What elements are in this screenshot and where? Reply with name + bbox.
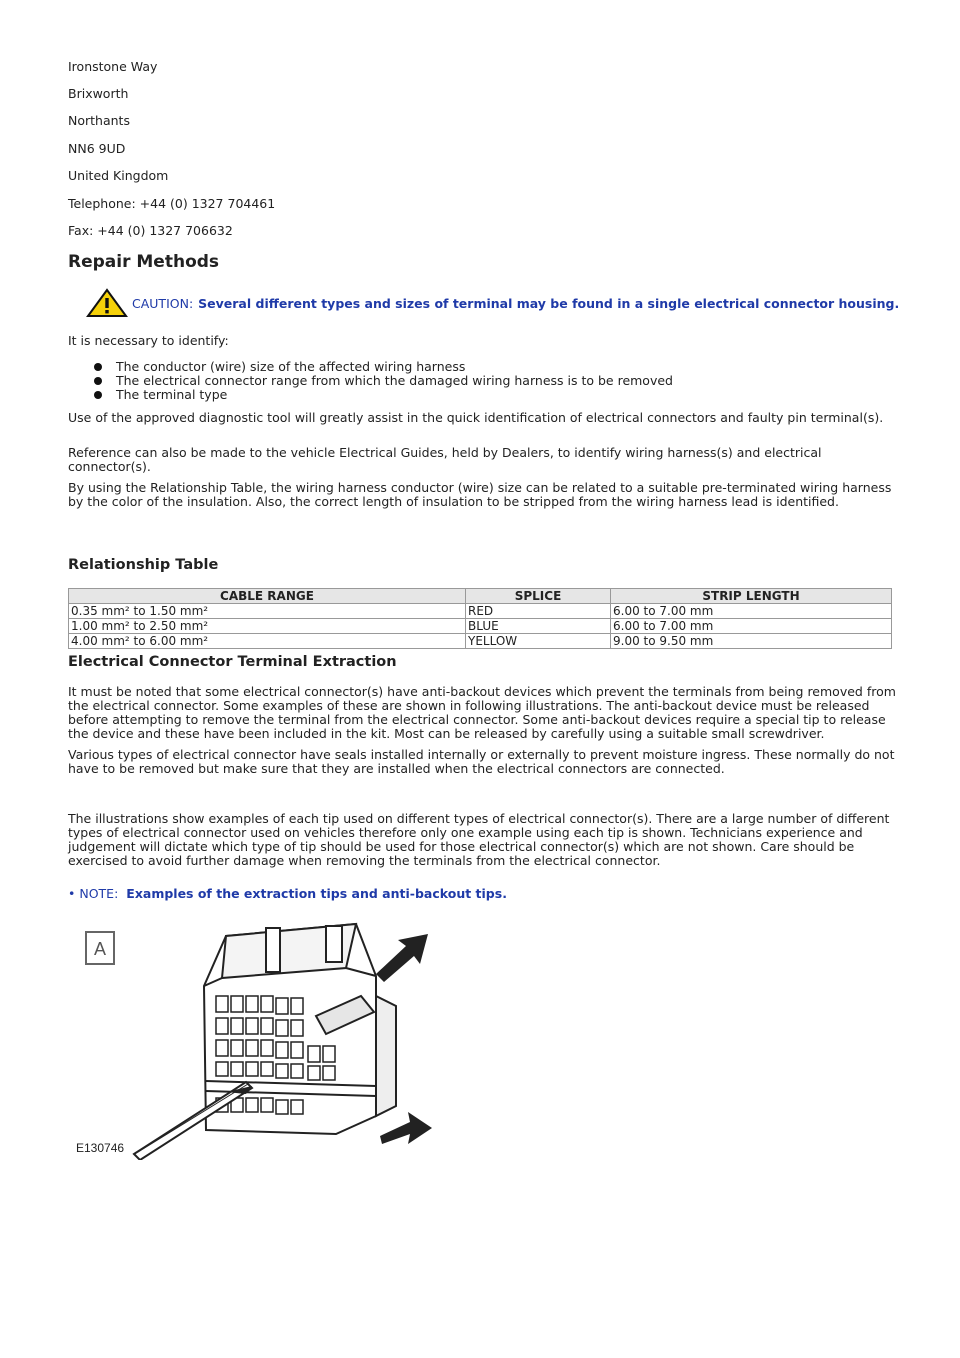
figure-code: E130746 (76, 1141, 125, 1155)
table-cell: YELLOW (466, 634, 611, 649)
note-text: Examples of the extraction tips and anti-backout tips. (126, 886, 507, 901)
note-bullet: • (68, 886, 76, 901)
identify-list (92, 360, 673, 402)
address-line-3: Northants (68, 113, 130, 128)
note-label: NOTE: (79, 886, 119, 901)
list-item: The electrical connector range from which the damaged wiring harness is to be removed (92, 374, 673, 388)
table-row (69, 634, 892, 649)
electrical-guides-paragraph: Reference can also be made to the vehicle Electrical Guides, held by Dealers, to identify wiring harness(s) and electrical connector(s). (68, 445, 822, 474)
table-cell: 9.00 to 9.50 mm (611, 634, 892, 649)
figure-label: A (93, 939, 107, 959)
column-header-splice: SPLICE (466, 589, 611, 604)
table-header-row (69, 589, 892, 604)
table-cell: 0.35 mm² to 1.50 mm² (69, 604, 466, 619)
anti-backout-paragraph: It must be noted that some electrical connector(s) have anti-backout devices which prevent the terminals from being removed from the electrical connector. Some examples of these are shown in following illustrations. The anti-backout device must be released before attempting to remove the terminal from the electrical connector. Some anti-backout devices require a special tip to release the device and these have been included in the kit. Most can be released by carefully using a suitable small screwdriver. (68, 684, 896, 741)
table-cell: 6.00 to 7.00 mm (611, 619, 892, 634)
address-fax: Fax: +44 (0) 1327 706632 (68, 223, 233, 238)
extraction-heading: Electrical Connector Terminal Extraction (68, 654, 397, 670)
column-header-cable-range: CABLE RANGE (69, 589, 466, 604)
caution-notice (86, 288, 899, 318)
seals-paragraph: Various types of electrical connector have seals installed internally or externally to prevent moisture ingress. These normally do not have to be removed but make sure that they are installed when the electrical connectors are connected. (68, 747, 895, 776)
list-item: The conductor (wire) size of the affected wiring harness (92, 360, 673, 374)
address-line-2: Brixworth (68, 86, 129, 101)
connector-drawing (76, 916, 446, 1160)
illustrations-paragraph: The illustrations show examples of each tip used on different types of electrical connector(s). There are a large number of different types of electrical connector used on vehicles therefore only one example using each tip is shown. Technicians experience and judgement will dictate which type of tip should be used for those electrical connector(s) which are not shown. Care should be exercised to avoid further damage when removing the terminals from the electrical connector. (68, 811, 890, 868)
table-cell: 4.00 mm² to 6.00 mm² (69, 634, 466, 649)
table-row (69, 619, 892, 634)
list-item: The terminal type (92, 388, 673, 402)
address-line-4: NN6 9UD (68, 141, 126, 156)
note-notice (68, 886, 507, 901)
identify-intro: It is necessary to identify: (68, 333, 229, 348)
warning-triangle-icon (86, 288, 128, 318)
repair-methods-heading: Repair Methods (68, 252, 220, 272)
relationship-paragraph: By using the Relationship Table, the wiring harness conductor (wire) size can be related to a suitable pre-terminated wiring harness by the color of the insulation. Also, the correct length of insulation to be stripped from the wiring harness lead is identified. (68, 480, 892, 509)
address-line-1: Ironstone Way (68, 59, 158, 74)
relationship-table (68, 588, 892, 649)
relationship-table-heading: Relationship Table (68, 557, 219, 573)
caution-text: Several different types and sizes of terminal may be found in a single electrical connector housing. (198, 295, 900, 311)
caution-label: CAUTION: (132, 295, 194, 311)
address-telephone: Telephone: +44 (0) 1327 704461 (68, 196, 276, 211)
diagnostic-paragraph: Use of the approved diagnostic tool will greatly assist in the quick identification of electrical connectors and faulty pin terminal(s). (68, 410, 884, 425)
table-cell: BLUE (466, 619, 611, 634)
connector-illustration (76, 916, 446, 1160)
address-line-5: United Kingdom (68, 168, 169, 183)
table-cell: RED (466, 604, 611, 619)
table-cell: 1.00 mm² to 2.50 mm² (69, 619, 466, 634)
table-row (69, 604, 892, 619)
table-cell: 6.00 to 7.00 mm (611, 604, 892, 619)
column-header-strip-length: STRIP LENGTH (611, 589, 892, 604)
